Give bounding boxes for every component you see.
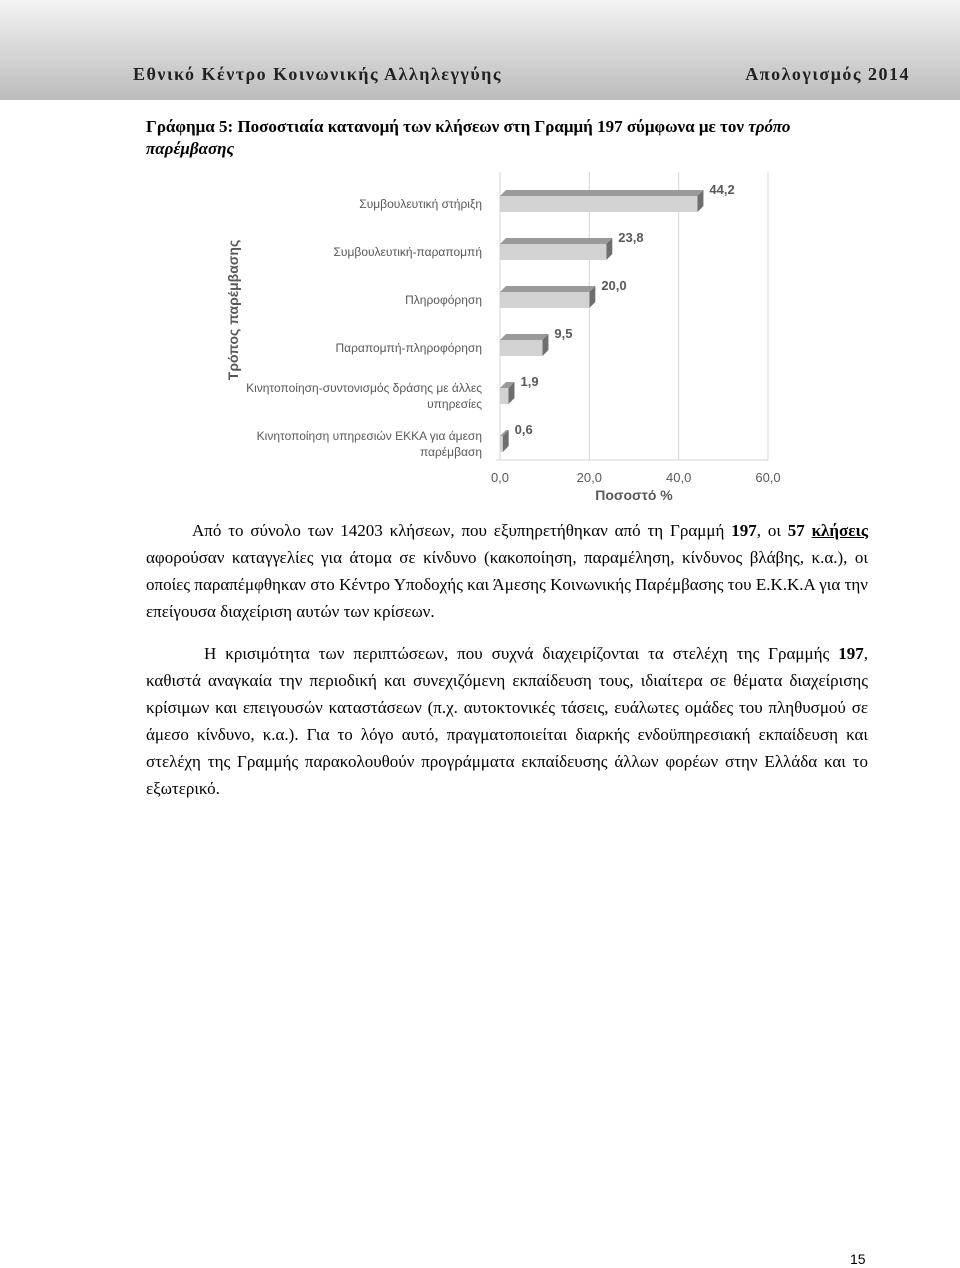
paragraph-calls-summary bbox=[146, 517, 868, 625]
bar-front-face bbox=[500, 196, 697, 212]
bar-front-face bbox=[500, 436, 503, 452]
category-label: υπηρεσίες bbox=[427, 397, 482, 411]
header-organization: Εθνικό Κέντρο Κοινωνικής Αλληλεγγύης bbox=[133, 64, 502, 84]
bar-top-face bbox=[500, 334, 548, 340]
p1-text-1: Από το σύνολο των 14203 κλήσεων, που εξυπηρετήθηκαν από τη Γραμμή bbox=[192, 521, 732, 540]
category-label: Κινητοποίηση υπηρεσιών ΕΚΚΑ για άμεση bbox=[256, 429, 482, 443]
x-axis-title: Ποσοστό % bbox=[595, 487, 673, 503]
p1-bold-calls: κλήσεις bbox=[811, 521, 869, 540]
category-label: Πληροφόρηση bbox=[405, 293, 482, 307]
bar bbox=[500, 286, 595, 308]
bar-top-face bbox=[500, 190, 703, 196]
bar-value-label: 23,8 bbox=[618, 230, 644, 245]
p2-bold-line: 197 bbox=[838, 644, 864, 663]
bar-top-face bbox=[500, 238, 612, 244]
p1-bold-line: 197 bbox=[731, 521, 757, 540]
bar bbox=[500, 334, 548, 356]
x-tick-label: 20,0 bbox=[576, 470, 602, 485]
p1-bold-count: 57 bbox=[787, 521, 805, 540]
paragraph-training bbox=[146, 640, 868, 802]
category-label: Συμβουλευτική στήριξη bbox=[359, 197, 482, 211]
bar-value-label: 0,6 bbox=[514, 422, 533, 437]
category-label: Συμβουλευτική-παραπομπή bbox=[333, 245, 482, 259]
y-axis-title: Τρόπος παρέμβασης bbox=[225, 239, 241, 381]
bar bbox=[500, 430, 509, 452]
page-number: 15 bbox=[850, 1251, 866, 1267]
bar-front-face bbox=[500, 244, 606, 260]
p1-text-2: , οι bbox=[756, 521, 788, 540]
x-tick-label: 0,0 bbox=[490, 470, 510, 485]
bar-value-label: 9,5 bbox=[554, 326, 573, 341]
bar-front-face bbox=[500, 292, 589, 308]
p2-text-1: Η κρισιμότητα των περιπτώσεων, που συχνά διαχειρίζονται τα στελέχη της Γραμμής bbox=[204, 644, 839, 663]
figure-title-text: Γράφημα 5: Ποσοστιαία κατανομή των κλήσεων στη Γραμμή 197 σύμφωνα με τον bbox=[146, 117, 749, 136]
category-label: Παραπομπή-πληροφόρηση bbox=[335, 341, 482, 355]
bar-front-face bbox=[500, 388, 508, 404]
bar bbox=[500, 190, 703, 212]
bar-value-label: 1,9 bbox=[520, 374, 539, 389]
category-label: Κινητοποίηση-συντονισμός δράσης με άλλες bbox=[246, 381, 482, 395]
category-label: παρέμβαση bbox=[419, 445, 482, 459]
p2-text-2: , καθιστά αναγκαία την περιοδική και συνεχιζόμενη εκπαίδευση τους, ιδιαίτερα σε θέματα διαχείρισης κρίσιμων και επειγουσών καταστάσεων (π.χ. αυτοκτονικές τάσεις, ευάλωτες ομάδες του πληθυσμού σε άμεσο κίνδυνο, κ.α.). Για το λόγο αυτό, πραγματοποιείται διαρκής ενδοϋπηρεσιακή εκπαίδευση και στελέχη της Γραμμής παρακολουθούν προγράμματα εκπαίδευσης άλλων φορέων στην Ελλάδα και το εξωτερικό. bbox=[146, 644, 868, 798]
figure-title-italic: τρόπο παρέμβασης bbox=[146, 117, 791, 158]
header-band bbox=[0, 0, 960, 100]
bar-front-face bbox=[500, 340, 542, 356]
chart-gridlines bbox=[496, 172, 768, 460]
x-tick-label: 40,0 bbox=[666, 470, 692, 485]
bar-value-label: 20,0 bbox=[601, 278, 627, 293]
bar bbox=[500, 238, 612, 260]
x-tick-label: 60,0 bbox=[755, 470, 781, 485]
bar-top-face bbox=[500, 286, 595, 292]
chart-bars bbox=[500, 190, 703, 452]
bar bbox=[500, 382, 514, 404]
header-report-title: Απολογισμός 2014 bbox=[745, 64, 910, 84]
bar-chart bbox=[0, 150, 960, 520]
p1-text-3: αφορούσαν καταγγελίες για άτομα σε κίνδυνο (κακοποίηση, παραμέληση, κίνδυνος βλάβης, κ.α.), οι οποίες παραπέμφθηκαν στο Κέντρο Υποδοχής και Άμεσης Κοινωνικής Παρέμβασης του Ε.Κ.Κ.Α για την επείγουσα διαχείριση αυτών των κρίσεων. bbox=[146, 548, 868, 621]
bar-value-label: 44,2 bbox=[709, 182, 735, 197]
